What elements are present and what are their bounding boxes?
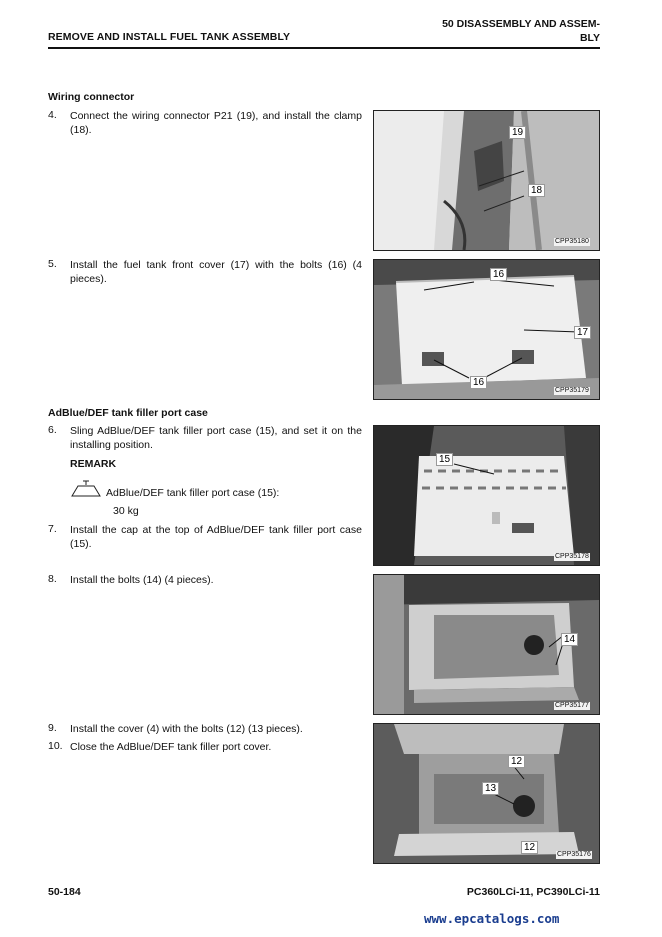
remark-weight-label: AdBlue/DEF tank filler port case (15): <box>106 487 280 499</box>
callout-label: 16 <box>490 268 507 281</box>
section-title-wiring: Wiring connector <box>48 91 135 103</box>
header-rule <box>48 47 600 49</box>
step-number: 5. <box>48 258 57 270</box>
weight-icon <box>70 480 102 503</box>
section-title-adblue: AdBlue/DEF tank filler port case <box>48 407 208 419</box>
figure-code: CPP35180 <box>555 238 589 245</box>
callout-label: 17 <box>574 326 591 339</box>
model-names: PC360LCi-11, PC390LCi-11 <box>466 886 600 898</box>
callout-label: 19 <box>509 126 526 139</box>
step-number: 4. <box>48 109 57 121</box>
figure-wiring-connector <box>373 110 600 251</box>
figure-fuel-tank-front-cover <box>373 259 600 400</box>
step-text: Install the bolts (14) (4 pieces). <box>70 574 214 586</box>
chapter-line-1: 50 DISASSEMBLY AND ASSEM- <box>442 18 600 30</box>
figure-code: CPP35179 <box>555 387 589 394</box>
remark-heading: REMARK <box>70 458 117 470</box>
figure-bolts-14 <box>373 574 600 715</box>
remark-weight-value: 30 kg <box>113 505 139 517</box>
page-number: 50-184 <box>48 886 81 898</box>
figure-code: CPP35176 <box>557 851 591 858</box>
step-text: Install the fuel tank front cover (17) with the bolts (16) (4 pieces). <box>70 259 362 285</box>
step-number: 9. <box>48 722 57 734</box>
figure-cover-bolts-12 <box>373 723 600 864</box>
step-text: Sling AdBlue/DEF tank filler port case (15), and set it on the installing position. <box>70 425 362 451</box>
figure-filler-port-case <box>373 425 600 566</box>
step-text: Connect the wiring connector P21 (19), and install the clamp (18). <box>70 110 362 136</box>
callout-label: 12 <box>521 841 538 854</box>
figure-code: CPP35177 <box>555 702 589 709</box>
step-text: Install the cap at the top of AdBlue/DEF tank filler port case (15). <box>70 524 362 550</box>
step-number: 10. <box>48 740 63 752</box>
step-text: Install the cover (4) with the bolts (12) (13 pieces). <box>70 723 303 735</box>
step-number: 7. <box>48 523 57 535</box>
callout-label: 13 <box>482 782 499 795</box>
callout-label: 16 <box>470 376 487 389</box>
callout-label: 12 <box>508 755 525 768</box>
chapter-line-2: BLY <box>579 32 600 44</box>
page-header-title: REMOVE AND INSTALL FUEL TANK ASSEMBLY <box>48 31 291 43</box>
figure-code: CPP35178 <box>555 553 589 560</box>
step-number: 8. <box>48 573 57 585</box>
callout-label: 15 <box>436 453 453 466</box>
callout-label: 14 <box>561 633 578 646</box>
watermark-link[interactable]: www.epcatalogs.com <box>424 911 560 926</box>
step-number: 6. <box>48 424 57 436</box>
page-header-chapter <box>420 17 600 45</box>
step-text: Close the AdBlue/DEF tank filler port cover. <box>70 741 272 753</box>
callout-label: 18 <box>528 184 545 197</box>
